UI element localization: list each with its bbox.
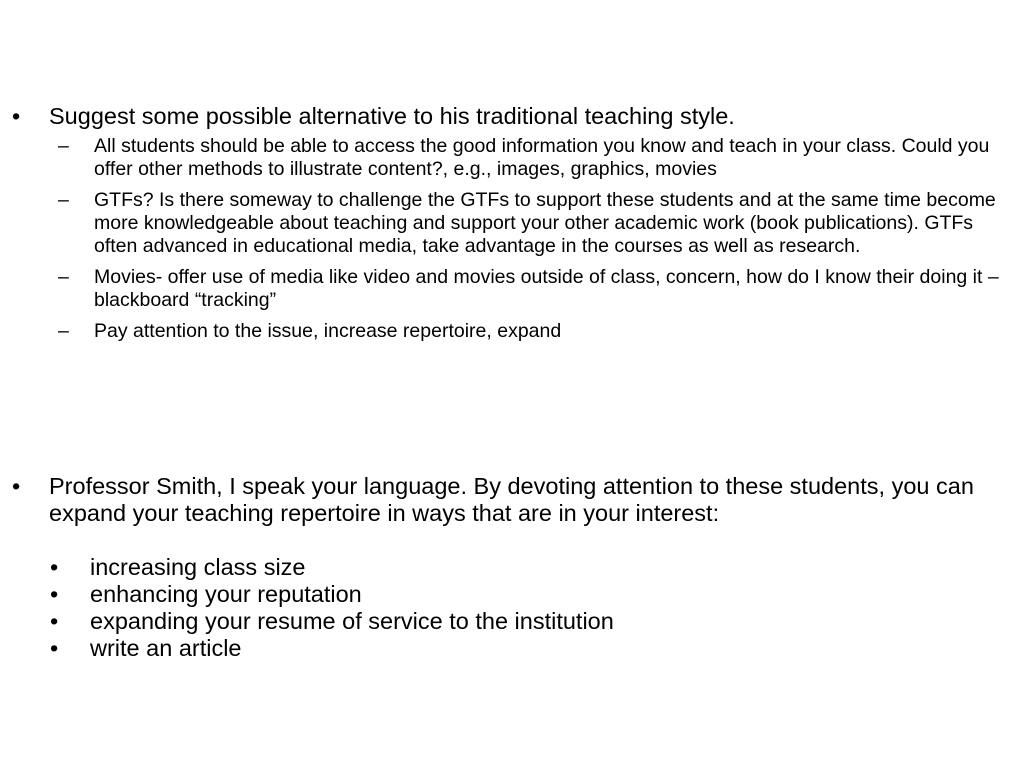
bullet-icon: • [12,473,21,499]
sub-bullet-text: Movies- offer use of media like video and movies outside of class, concern, how do I know their doing it – blackboard “tracking” [94,266,999,311]
sub-bullet-item [0,135,1010,181]
dash-icon: – [58,266,69,288]
sub-bullet-list [0,135,1010,351]
nested-bullet-item [0,554,1010,581]
bullet-icon: • [50,581,59,607]
nested-bullet-item [0,581,1010,608]
sub-bullet-item [0,189,1010,258]
dash-icon: – [58,135,69,157]
bullet-icon: • [12,103,21,129]
nested-bullet-item [0,635,1010,662]
dash-icon: – [58,189,69,211]
sub-bullet-text: GTFs? Is there someway to challenge the GTFs to support these students and at the same time become more knowledgeable about teaching and support your other academic work (book publications). GTFs often advanced in educational media, take advantage in the courses as well as research. [94,189,996,257]
dash-icon: – [58,320,69,342]
bullet-body [49,473,999,527]
sub-bullet-text: Pay attention to the issue, increase repertoire, expand [94,320,562,342]
sub-bullet-text: All students should be able to access the good information you know and teach in your class. Could you offer other methods to illustrate content?, e.g., images, graphics, movies [94,135,990,180]
bullet-heading: Suggest some possible alternative to his traditional teaching style. [49,103,735,129]
sub-bullet-item [0,320,1010,343]
nested-bullet-text: increasing class size [90,554,306,580]
nested-bullet-text: enhancing your reputation [90,581,362,607]
nested-bullet-text: expanding your resume of service to the institution [90,608,614,634]
nested-bullet-text: write an article [90,635,242,661]
bullet-icon: • [50,635,59,661]
nested-bullet-item [0,608,1010,635]
bullet-icon: • [50,554,59,580]
bullet-icon: • [50,608,59,634]
sub-bullet-item [0,266,1010,312]
bullet-heading: Professor Smith, I speak your language. By devoting attention to these students, you can expand your teaching repertoire in ways that are in your interest: [49,473,974,526]
nested-bullet-list [0,554,1010,662]
